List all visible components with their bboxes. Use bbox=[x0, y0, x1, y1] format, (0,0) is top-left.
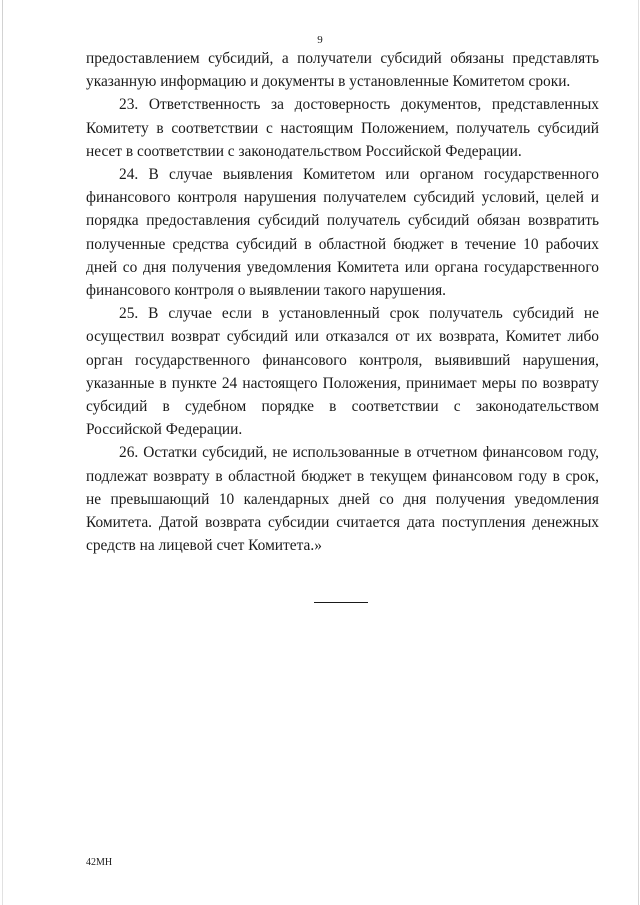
paragraph-continuation: предоставлением субсидий, а получатели субсидий обязаны представлять указанную информацию и документы в установленные Комитетом сроки. bbox=[86, 50, 599, 91]
paragraph-25: 25. В случае если в установленный срок получатель субсидий не осуществил возврат субсидий или отказался от их возврата, Комитет либо орган государственного финансового контроля, выявивший нарушения, указанные в пункте 24 настоящего Положения, принимает меры по возврату субсидий в судебном порядке в соответствии с законодательством Российской Федерации. bbox=[86, 305, 599, 439]
page-number: 9 bbox=[317, 34, 323, 46]
paragraph-23: 23. Ответственность за достоверность документов, представленных Комитету в соответствии с настоящим Положением, получатель субсидий несет в соответствии с законодательством Российской Федерации. bbox=[86, 96, 599, 160]
page-edge-left bbox=[2, 0, 3, 905]
paragraph-26: 26. Остатки субсидий, не использованные в отчетном финансовом году, подлежат возврату в областной бюджет в текущем финансовом году в срок, не превышающий 10 календарных дней со дня получения уведомления Комитета. Датой возврата субсидии считается дата поступления денежных средств на лицевой счет Комитета.» bbox=[86, 444, 599, 555]
page-edge-right bbox=[638, 0, 639, 905]
end-of-text-rule bbox=[314, 602, 368, 603]
document-body bbox=[86, 47, 599, 557]
paragraph-24: 24. В случае выявления Комитетом или органом государственного финансового контроля нарушения получателем субсидий условий, целей и порядка предоставления субсидий получатель субсидий обязан возвратить полученные средства субсидий в областной бюджет в течение 10 рабочих дней со дня получения уведомления Комитета или органа государственного финансового контроля о выявлении такого нарушения. bbox=[86, 166, 599, 300]
footer-document-code: 42МН bbox=[86, 857, 113, 868]
